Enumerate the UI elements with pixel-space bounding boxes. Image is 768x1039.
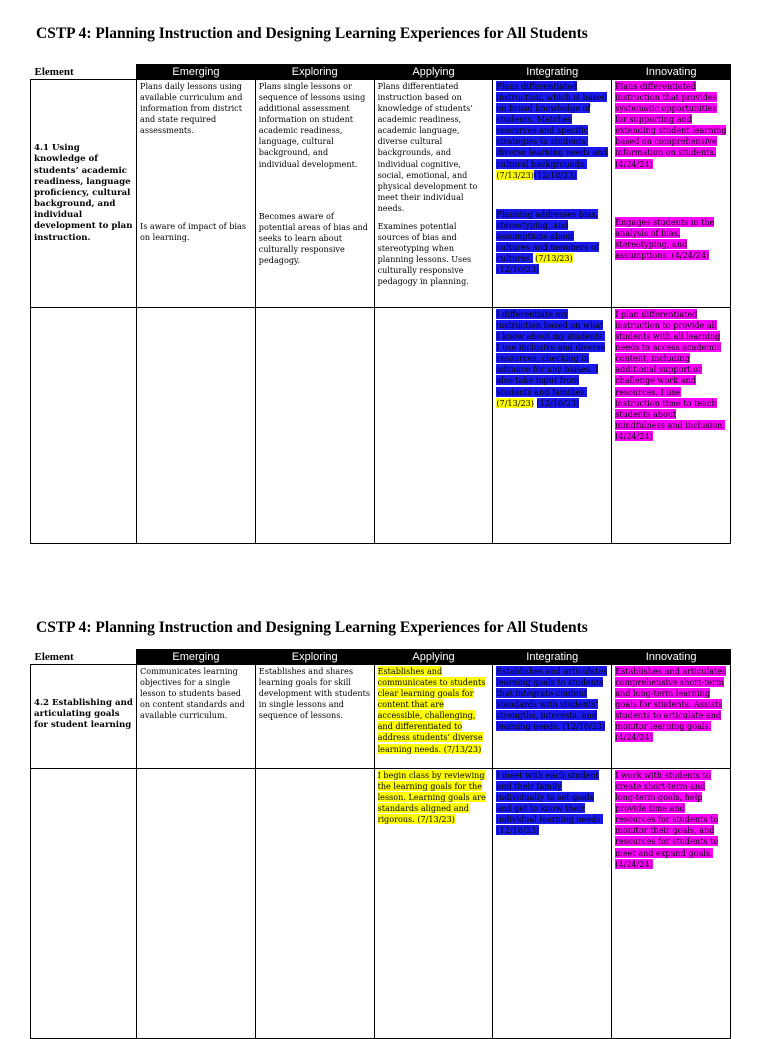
evidence-text <box>615 309 727 442</box>
rubric-table-4-2 <box>30 649 731 1039</box>
highlighted-text: Establishes and articulates learning goals to students that integrate content standards with students’ strengths, interests, and learning needs. (12/10/23) <box>496 666 608 732</box>
descriptor-text: Examines potential sources of bias and stereotyping when planning lessons. Uses culturally responsive pedagogy in planning. <box>377 220 472 287</box>
table-row <box>31 769 731 1039</box>
cell-innovating <box>612 80 731 308</box>
date-stamp: (7/13/23) <box>496 397 534 408</box>
level-header-applying: Applying <box>374 65 493 80</box>
cell-integrating <box>493 665 612 769</box>
level-header-integrating: Integrating <box>493 650 612 665</box>
level-header-exploring: Exploring <box>255 650 374 665</box>
cell-emerging <box>137 80 256 308</box>
cell-exploring-empty <box>255 308 374 544</box>
cell-integrating-evidence <box>493 308 612 544</box>
element-name: 4.1 Using knowledge of students’ academic readiness, language proficiency, cultural background, and individual development to plan instruction. <box>31 80 137 308</box>
cell-applying-empty <box>374 308 493 544</box>
highlighted-text: Plans differentiated instruction that provides systematic opportunities for supporting and extending student learning based on comprehensive information on students. (4/24/24) <box>615 81 727 169</box>
level-header-emerging: Emerging <box>137 65 256 80</box>
cell-element-empty <box>31 308 137 544</box>
descriptor-text: Plans differentiated instruction based on knowledge of students’ academic readiness, academic language, diverse cultural backgrounds, and individual cognitive, social, emotional, and physical development to meet their individual needs. <box>377 81 478 213</box>
descriptor-text <box>496 81 608 181</box>
table-row <box>31 665 731 769</box>
highlighted-text: I work with students to create short-term and long-term goals, help provide time and resources for students to monitor their goals, and resources for students to meet and expand goals. (4/24/24) <box>615 770 719 869</box>
evidence-text <box>378 770 490 825</box>
highlighted-text: Plans differentiated instruction, which is based on broad knowledge of students. Matches resources and specific strategies to students’ diverse learning needs and cultural backgrounds. <box>496 81 608 169</box>
highlighted-text: I meet with each student and their family individually to set goals and get to know their individual learning needs. (12/10/23) <box>496 770 604 836</box>
evidence-text <box>496 309 608 409</box>
level-header-emerging: Emerging <box>137 650 256 665</box>
cell-emerging-empty <box>137 308 256 544</box>
table-row <box>31 80 731 308</box>
highlighted-text: I plan differentiated instruction to provide all students with all learning needs to access academic content, including additional support or challenge work and resources. I use instruction time to teach students about mindfulness and inclusion. (4/24/24) <box>615 309 725 441</box>
descriptor-text: Plans single lessons or sequence of lessons using additional assessment information on student academic readiness, language, cultural background, and individual development. <box>258 81 366 169</box>
date-stamp: (12/10/23) <box>533 169 577 180</box>
highlighted-text: I begin class by reviewing the learning goals for the lesson. Learning goals are standards aligned and rigorous. (7/13/23) <box>377 770 486 825</box>
cell-innovating-evidence <box>612 308 731 544</box>
descriptor-text: Is aware of impact of bias on learning. <box>140 221 246 243</box>
highlighted-text: Engages students in the analysis of bias, stereotyping, and assumptions. (4/24/24) <box>615 216 715 260</box>
level-header-integrating: Integrating <box>493 65 612 80</box>
highlighted-text: Establishes and articulates comprehensive short-term and long-term learning goals for students. Assists students to articulate and monitor learning goals. (4/24/24) <box>615 666 727 743</box>
header-row <box>31 650 731 665</box>
element-header: Element <box>31 650 137 665</box>
highlighted-text: Establishes and communicates to students clear learning goals for content that are accessible, challenging, and differentiated to address students’ diverse learning needs. (7/13/23) <box>377 666 486 754</box>
descriptor-text <box>496 666 608 732</box>
page-title: CSTP 4: Planning Instruction and Designing Learning Experiences for All Students <box>36 25 588 42</box>
evidence-text <box>615 770 727 870</box>
descriptor-text <box>496 209 608 275</box>
descriptor-text: Plans daily lessons using available curriculum and information from district and state required assessments. <box>140 81 243 136</box>
date-stamp: (7/13/23) <box>535 253 573 264</box>
cell-integrating-evidence <box>493 769 612 1039</box>
descriptor-text: Becomes aware of potential areas of bias and seeks to learn about culturally responsive pedagogy. <box>258 210 368 265</box>
descriptor-text <box>615 217 727 261</box>
descriptor-text <box>378 666 490 755</box>
rubric-table-4-1 <box>30 64 731 544</box>
cell-integrating <box>493 80 612 308</box>
cell-exploring-empty <box>255 769 374 1039</box>
cell-exploring <box>255 665 374 769</box>
cell-emerging <box>137 665 256 769</box>
level-header-exploring: Exploring <box>255 65 374 80</box>
table-row <box>31 308 731 544</box>
level-header-innovating: Innovating <box>612 65 731 80</box>
cell-applying <box>374 665 493 769</box>
descriptor-text <box>615 666 727 744</box>
cell-applying <box>374 80 493 308</box>
cell-emerging-empty <box>137 769 256 1039</box>
highlighted-text: Planning addresses bias, stereotyping, and assumptions about cultures and members of cultures. <box>496 208 599 264</box>
level-header-innovating: Innovating <box>612 650 731 665</box>
cell-applying-evidence <box>374 769 493 1039</box>
date-stamp: (12/10/23) <box>496 264 540 275</box>
descriptor-text <box>615 81 727 170</box>
header-row <box>31 65 731 80</box>
cell-innovating <box>612 665 731 769</box>
evidence-text <box>496 770 608 836</box>
highlighted-text: I differentiate my instruction based on what I know about my students. I use inclusive and diverse resources, checking in advance for any biases. I also take input from students and families. <box>496 309 606 397</box>
date-stamp: (7/13/23) <box>496 169 534 180</box>
cell-element-empty <box>31 769 137 1039</box>
element-header: Element <box>31 65 137 80</box>
descriptor-text: Establishes and shares learning goals for skill development with students in single lessons and sequence of lessons. <box>258 666 371 721</box>
page-title: CSTP 4: Planning Instruction and Designing Learning Experiences for All Students <box>36 619 588 636</box>
level-header-applying: Applying <box>374 650 493 665</box>
descriptor-text: Communicates learning objectives for a single lesson to students based on content standards and available curriculum. <box>140 666 245 721</box>
date-stamp: (12/10/23) <box>536 397 580 408</box>
cell-innovating-evidence <box>612 769 731 1039</box>
element-name: 4.2 Establishing and articulating goals for student learning <box>31 665 137 769</box>
cell-exploring <box>255 80 374 308</box>
